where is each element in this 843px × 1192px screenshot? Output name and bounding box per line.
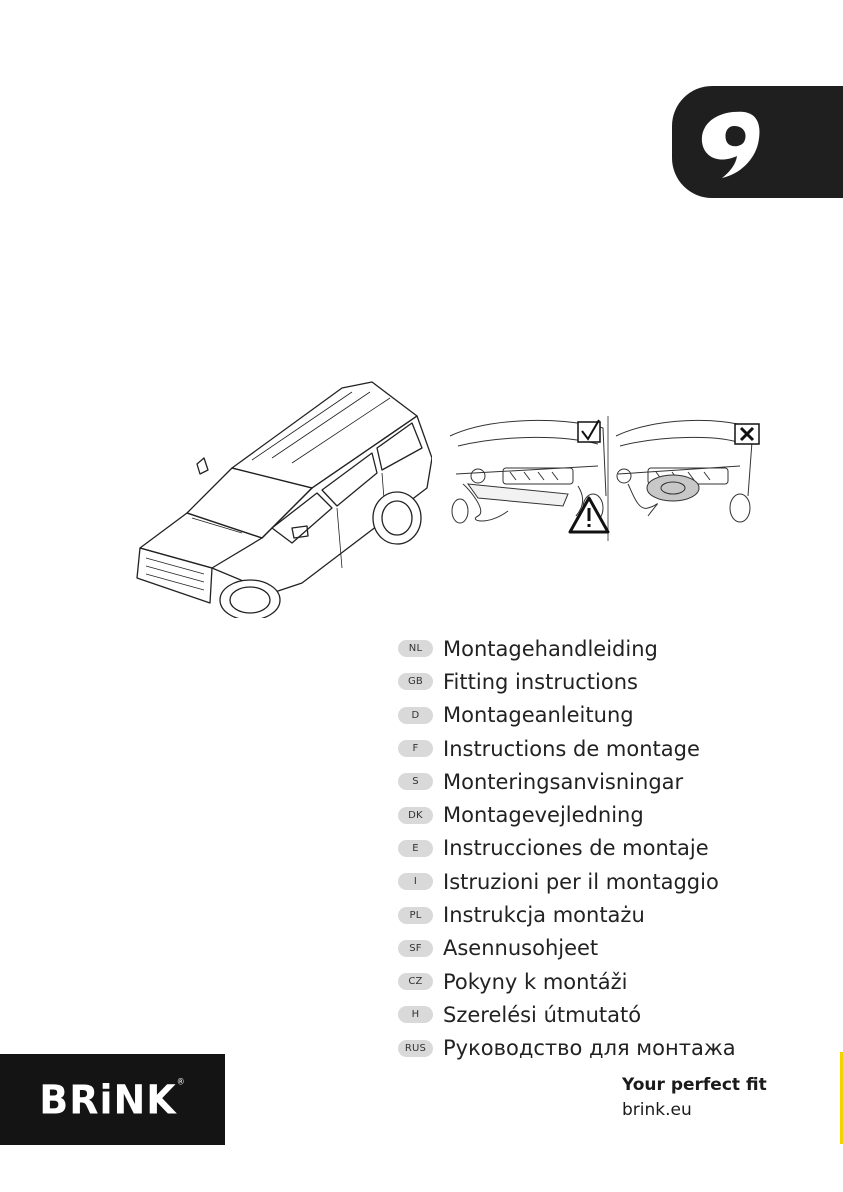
language-title: Asennusohjeet bbox=[443, 936, 599, 961]
list-item bbox=[398, 798, 736, 831]
checkmark-icon bbox=[578, 420, 600, 442]
list-item bbox=[398, 1032, 736, 1065]
language-code-badge: PL bbox=[398, 907, 433, 924]
language-title: Instructions de montage bbox=[443, 736, 700, 761]
language-code-badge: H bbox=[398, 1006, 433, 1023]
list-item bbox=[398, 765, 736, 798]
list-item bbox=[398, 998, 736, 1031]
language-title: Fitting instructions bbox=[443, 669, 638, 694]
list-item bbox=[398, 898, 736, 931]
language-title: Szerelési útmutató bbox=[443, 1002, 642, 1027]
registered-mark: ® bbox=[176, 1076, 186, 1086]
list-item bbox=[398, 965, 736, 998]
cross-icon bbox=[735, 424, 759, 444]
towbar-comparison-photos bbox=[448, 416, 778, 541]
tagline bbox=[622, 1075, 767, 1120]
logo-wordmark: BRiNK bbox=[39, 1076, 177, 1123]
language-code-badge: DK bbox=[398, 807, 433, 824]
list-item bbox=[398, 699, 736, 732]
language-code-badge: I bbox=[398, 873, 433, 890]
language-title: Montagevejledning bbox=[443, 803, 644, 828]
language-code-badge: F bbox=[398, 740, 433, 757]
language-title: Pokyny k montáži bbox=[443, 969, 628, 994]
language-title: Instrucciones de montaje bbox=[443, 836, 709, 861]
language-code-badge: NL bbox=[398, 640, 433, 657]
language-title: Montageanleitung bbox=[443, 703, 634, 728]
language-title: Instrukcja montażu bbox=[443, 903, 645, 928]
list-item bbox=[398, 632, 736, 665]
language-title: Руководство для монтажа bbox=[443, 1036, 736, 1061]
language-code-badge: D bbox=[398, 707, 433, 724]
corner-tab bbox=[672, 86, 843, 198]
language-code-badge: E bbox=[398, 840, 433, 857]
list-item bbox=[398, 832, 736, 865]
language-code-badge: CZ bbox=[398, 973, 433, 990]
list-item bbox=[398, 865, 736, 898]
language-code-badge: GB bbox=[398, 673, 433, 690]
language-list bbox=[398, 632, 736, 1065]
language-code-badge: RUS bbox=[398, 1040, 433, 1057]
car-illustration bbox=[132, 378, 432, 618]
list-item bbox=[398, 665, 736, 698]
language-code-badge: S bbox=[398, 773, 433, 790]
language-title: Istruzioni per il montaggio bbox=[443, 869, 719, 894]
language-title: Montagehandleiding bbox=[443, 636, 658, 661]
language-code-badge: SF bbox=[398, 940, 433, 957]
language-title: Monteringsanvisningar bbox=[443, 769, 684, 794]
tagline-headline: Your perfect fit bbox=[622, 1075, 767, 1095]
website-url: brink.eu bbox=[622, 1100, 692, 1120]
towbar-hook-icon bbox=[692, 102, 782, 182]
brink-logo bbox=[0, 1054, 225, 1145]
list-item bbox=[398, 932, 736, 965]
list-item bbox=[398, 732, 736, 765]
